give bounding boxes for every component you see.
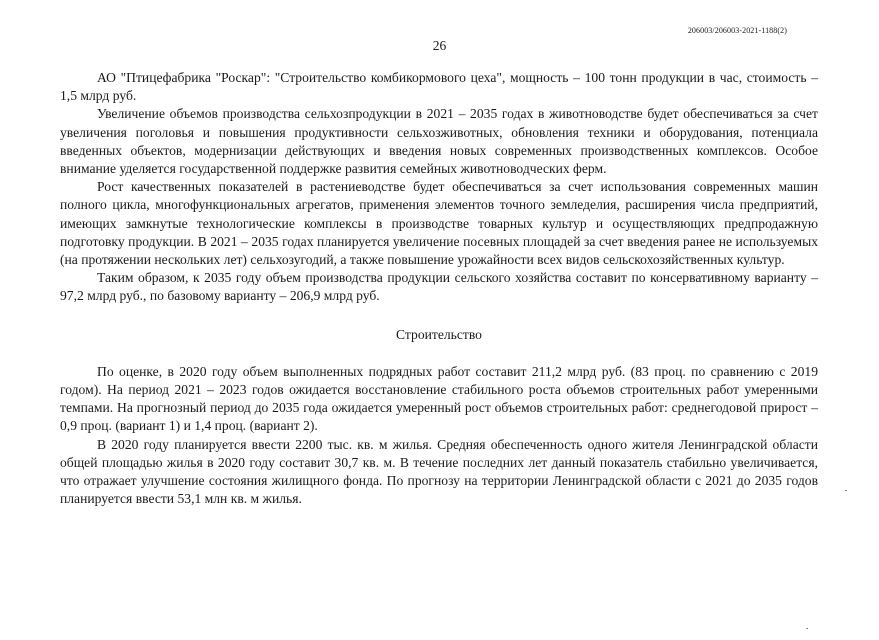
paragraph: АО "Птицефабрика "Роскар": "Строительство комбикормового цеха", мощность – 100 тонн продукции в час, стоимость – 1,5 млрд руб. — [60, 70, 818, 104]
paragraph: Рост качественных показателей в растениеводстве будет обеспечиваться за счет использования современных машин полного цикла, многофункциональных агрегатов, применения элементов точного земледелия, расширения числа предприятий, имеющих замкнутые технологические комплексы в производстве товарных культур и осуществляющих предпродажную подготовку продукции. В 2021 – 2035 годах планируется увеличение посевных площадей за счет введения ранее не используемых (на протяжении нескольких лет) сельхозугодий, а также повышение урожайности всех видов сельскохозяйственных культур. — [60, 179, 818, 268]
paragraph: В 2020 году планируется ввести 2200 тыс. кв. м жилья. Средняя обеспеченность одного жителя Ленинградской области общей площадью жилья в 2020 году составит 30,7 кв. м. В течение последних лет данный показатель стабильно увеличивается, что отражает улучшение состояния жилищного фонда. По прогнозу на территории Ленинградской области с 2021 до 2035 годов планируется ввести 53,1 млн кв. м жилья. — [60, 436, 818, 507]
document-id: 206003/206003-2021-1188(2) — [687, 26, 787, 35]
paragraph: Увеличение объемов производства сельхозпродукции в 2021 – 2035 годах в животноводстве будет обеспечиваться за счет увеличения поголовья и повышения продуктивности сельхозживотных, обновления техники и оборудования, потенциала введенных объектов, модернизации действующих и введения новых современных производственных комплексов. Особое внимание уделяется государственной поддержке развития семейных животноводческих ферм. — [60, 106, 818, 177]
body-text — [60, 69, 818, 508]
paragraph: По оценке, в 2020 году объем выполненных подрядных работ составит 211,2 млрд руб. (83 проц. по сравнению с 2019 годом). На период 2021 – 2023 годов ожидается восстановление стабильного роста объемов строительных работ умеренными темпами. На прогнозный период до 2035 года ожидается умеренный рост объемов строительных работ: среднегодовой прирост – 0,9 проц. (вариант 1) и 1,4 проц. (вариант 2). — [60, 363, 818, 434]
page-number: 26 — [432, 38, 447, 53]
scan-speck — [845, 490, 847, 491]
section-heading: Строительство — [396, 326, 482, 342]
scan-speck — [806, 628, 808, 629]
paragraph: Таким образом, к 2035 году объем производства продукции сельского хозяйства составит по консервативному варианту – 97,2 млрд руб., по базовому варианту – 206,9 млрд руб. — [60, 270, 818, 304]
